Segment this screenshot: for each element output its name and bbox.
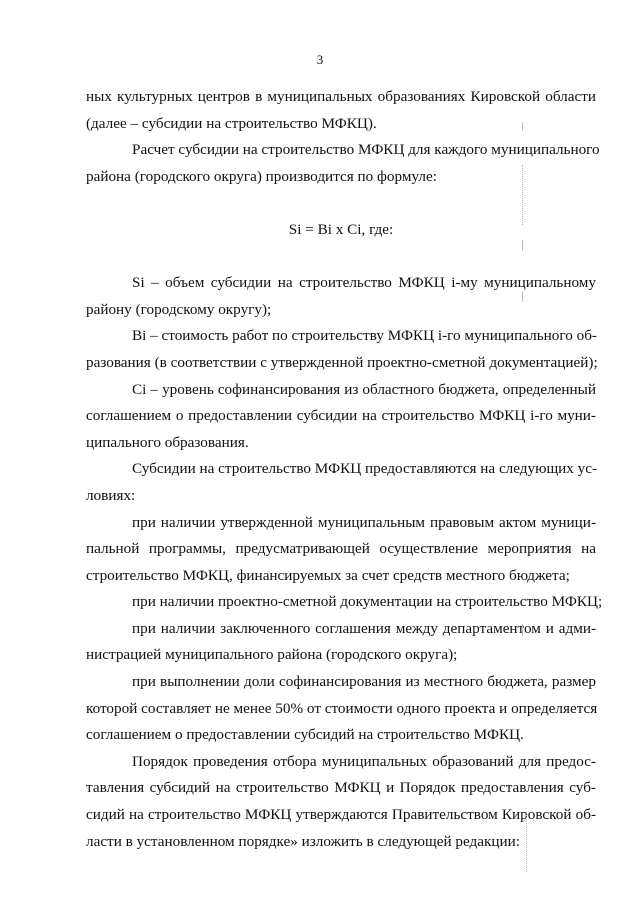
- scan-mark: [522, 165, 523, 225]
- text-line: строительство МФКЦ, финансируемых за счет средств местного бюджета;: [86, 566, 570, 584]
- text-line: при наличии утвержденной муниципальным правовым актом муници-: [132, 513, 596, 531]
- text-line: при наличии проектно-сметной документации на строительство МФКЦ;: [132, 593, 603, 611]
- document-body: [86, 84, 603, 855]
- formula: Si = Bi x Ci, где:: [288, 220, 394, 238]
- scan-mark: [522, 122, 523, 130]
- text-line: сидий на строительство МФКЦ утверждаются Правительством Кировской об-: [86, 806, 596, 824]
- text-line: ловиях:: [86, 486, 136, 504]
- page-number: 3: [316, 52, 324, 67]
- text-line: Порядок проведения отбора муниципальных образований для предос-: [132, 752, 596, 770]
- scan-mark: [522, 240, 523, 250]
- scan-mark: [522, 624, 523, 636]
- text-line: тавления субсидий на строительство МФКЦ и Порядок предоставления суб-: [86, 779, 596, 797]
- text-line: при выполнении доли софинансирования из местного бюджета, размер: [132, 673, 596, 691]
- text-line: Bi – стоимость работ по строительству МФКЦ i-го муниципального об-: [132, 327, 597, 345]
- text-line: района (городского округа) производится по формуле:: [86, 167, 437, 185]
- text-line: (далее – субсидии на строительство МФКЦ).: [86, 114, 377, 132]
- text-line: нистрацией муниципального района (городского округа);: [86, 646, 458, 664]
- text-line: Ci – уровень софинансирования из областного бюджета, определенный: [132, 380, 596, 398]
- text-line: соглашением о предоставлении субсидий на строительство МФКЦ.: [86, 726, 524, 744]
- text-line: ных культурных центров в муниципальных образованиях Кировской области: [86, 88, 596, 105]
- text-line: району (городскому округу);: [86, 300, 272, 318]
- text-line: пальной программы, предусматривающей осуществление мероприятия на: [86, 540, 596, 558]
- text-line: разования (в соответствии с утвержденной проектно-сметной документацией);: [86, 353, 598, 371]
- text-line: которой составляет не менее 50% от стоимости одного проекта и определяется: [86, 699, 598, 717]
- scan-mark: [522, 292, 523, 302]
- text-line: соглашением о предоставлении субсидии на строительство МФКЦ i-го муни-: [86, 407, 596, 425]
- text-line: ласти в установленном порядке» изложить в следующей редакции:: [86, 832, 520, 850]
- text-line: ципального образования.: [86, 433, 249, 451]
- scan-mark: [526, 812, 527, 872]
- text-line: Расчет субсидии на строительство МФКЦ для каждого муниципального: [132, 141, 600, 159]
- text-line: Si – объем субсидии на строительство МФКЦ i-му муниципальному: [132, 274, 596, 292]
- text-line: Субсидии на строительство МФКЦ предоставляются на следующих ус-: [132, 460, 598, 478]
- text-line: при наличии заключенного соглашения между департаментом и адми-: [132, 619, 596, 637]
